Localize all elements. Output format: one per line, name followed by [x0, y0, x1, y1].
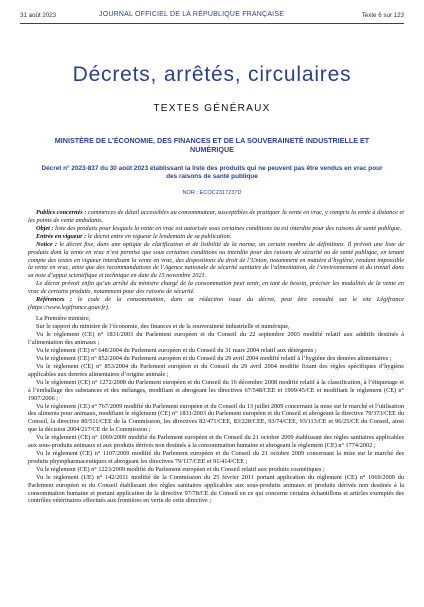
body-paragraph: La Première ministre, — [36, 314, 91, 322]
decree-body — [28, 209, 404, 505]
intro-paragraph: Le décret prévoit enfin qu’un arrêté du ministre chargé de la consommation peut venir, en tant de besoin, préciser les modalités de la vente en vrac de certains produits, notamment pour des raisons de sécurité. — [28, 280, 404, 296]
body-paragraph: Sur le rapport du ministre de l’économie, des finances et de la souveraineté industrielle et numérique, — [36, 322, 290, 330]
issue-date: 31 août 2023 — [20, 12, 57, 19]
intro-paragraph: Publics concernés : commerces de détail accessibles au consommateur, susceptibles de pratiquer la vente en vrac, y compris la vente à distance et les points de vente ambulants. — [28, 209, 404, 224]
section-title: Décrets, arrêtés, circulaires — [72, 63, 352, 86]
body-paragraph: Vu le règlement (CE) n° 1831/2003 du Parlement européen et du Conseil du 22 septembre 2003 modifié relatif aux additifs destinés à l’alimentation des animaux ; — [28, 330, 404, 346]
decree-title: Décret n° 2023-837 du 30 août 2023 établissant la liste des produits qui ne peuvent pas être vendus en vrac pour des raisons de santé publique — [41, 165, 383, 180]
intro-paragraph: Notice : le décret fixe, dans une optique de clarification et de lisibilité de la norme, un certain nombre de définitions. Il prévoit une liste de produits dont la vente en vrac n’est permise que sous certaines conditions ou interdite pour des raisons de sécurité ou de santé publique, en tenant compte des textes en vigueur interdisant la vente en vrac, des dispositions du droit de l’Union, notamment en matière d’hygiène, rendant impossible la vente en vrac, ainsi que des recommandations de l’Agence nationale de sécurité sanitaire de l’alimentation, de l’environnement et du travail dans sa note d’appui scientifique et technique en date du 15 novembre 2021. — [28, 241, 404, 280]
intro-paragraph: Objet : liste des produits pour lesquels la vente en vrac est autorisée sous certaines conditions ou est interdite pour des raisons de santé publique. — [36, 224, 402, 232]
body-paragraph: Vu le règlement (CE) n° 1069/2009 modifié du Parlement européen et du Conseil du 21 octobre 2009 établissant des règles sanitaires applicables aux sous-produits animaux et aux produits dérivés non destinés à la consommation humaine et abrogeant le règlement (CE) n° 1774/2002 ; — [28, 434, 404, 449]
body-paragraph: Vu le règlement (CE) n° 852/2004 du Parlement européen et du Conseil du 29 avril 2004 modifié relatif à l’hygiène des denrées alimentaires ; — [36, 355, 392, 363]
sub-title: TEXTES GÉNÉRAUX — [153, 103, 271, 114]
body-paragraph: Vu le règlement (UE) n° 142/2011 modifié de la Commission du 25 février 2011 portant application du règlement (CE) n° 1069/2009 du Parlement européen et du Conseil établissant des règles sanitaires applicables aux sous-produits animaux et produits dérivés non destinés à la consommation humaine et portant application de la directive 97/78/CE du Conseil en ce qui concerne certains échantillons et articles exemptés des contrôles vétérinaires effectués aux frontières en vertu de cette directive ; — [28, 474, 404, 505]
body-paragraph: Vu le règlement (CE) n° 1107/2009 modifié du Parlement européen et du Conseil du 21 octobre 2009 concernant la mise sur le marché des produits phytopharmaceutiques et abrogeant les directives 79/117/CEE et 91/414/CEE ; — [28, 449, 404, 465]
body-paragraph: Vu le règlement (CE) n° 648/2004 du Parlement européen et du Conseil du 31 mars 2004 relatif aux détergents ; — [36, 346, 317, 354]
journal-header — [20, 10, 404, 24]
ministry-name: MINISTÈRE DE L’ÉCONOMIE, DES FINANCES ET DE LA SOUVERAINETÉ INDUSTRIELLE ET NUMÉRIQUE — [54, 136, 370, 154]
body-paragraph: Vu le règlement (CE) n° 853/2004 du Parlement européen et du Conseil du 29 avril 2004 modifié fixant des règles spécifiques d’hygiène applicables aux denrées alimentaires d’origine animale ; — [28, 363, 404, 378]
body-paragraph: Vu le règlement (CE) n° 1272/2008 du Parlement européen et du Conseil du 16 décembre 2008 modifié relatif à la classification, à l’étiquetage et à l’emballage des substances et des mélanges, modifiant et abrogeant les directives 67/548/CEE et 1999/45/CE et modifiant le règlement (CE) n° 1907/2006 ; — [28, 379, 404, 402]
journal-title: JOURNAL OFFICIEL DE LA RÉPUBLIQUE FRANÇAISE — [99, 11, 285, 18]
nor-reference: NOR : ECOC2317237D — [182, 190, 242, 196]
text-number: Texte 6 sur 123 — [361, 12, 404, 19]
intro-paragraph: Entrée en vigueur : le décret entre en vigueur le lendemain de sa publication. — [36, 233, 232, 241]
intro-paragraph: Références : le code de la consommation, dans sa rédaction issue du décret, peut être consulté sur le site Légifrance (https://www.legifrance.gouv.fr). — [28, 296, 404, 311]
body-paragraph: Vu le règlement (CE) n° 767/2009 modifié du Parlement européen et du Conseil du 13 juillet 2009 concernant la mise sur le marché et l’utilisation des aliments pour animaux, modifiant le règlement (CE) n° 1831/2003 du Parlement européen et du Conseil et abrogeant la directive 79/373/CEE du Conseil, la directive 80/511/CEE de la Commission, les directives 82/471/CEE, 83/228/CEE, 93/74/CEE, 93/113/CE et 96/25/CE du Conseil, ainsi que la décision 2004/217/CE de la Commission ; — [28, 402, 404, 433]
body-paragraph: Vu le règlement (CE) n° 1223/2009 modifié du Parlement européen et du Conseil relatif aux produits cosmétiques ; — [36, 465, 325, 473]
